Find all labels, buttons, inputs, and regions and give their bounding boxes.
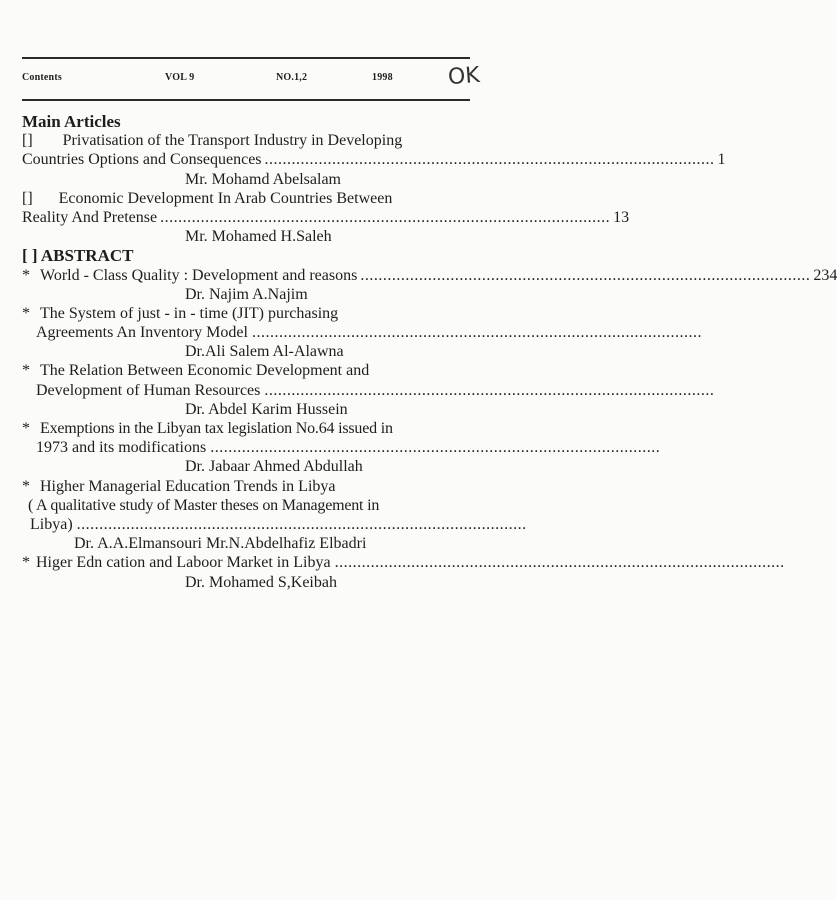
abstract-title-line: 1973 and its modifications [36,439,207,457]
list-item [22,208,630,227]
list-item [22,150,726,169]
abstract-title-line: The Relation Between Economic Development and [40,362,370,380]
section-heading-main-articles: Main Articles [22,112,121,131]
page-number: 13 [613,208,630,226]
header-bottom-rule [22,99,470,101]
abstract-author: Dr. Jabaar Ahmed Abdullah [185,458,363,476]
article-author: Mr. Mohamed H.Saleh [185,228,332,246]
item-marker: * [22,477,30,495]
article-title-line: Reality And Pretense [22,208,158,226]
dot-leader: .................................................................................................... [264,151,715,169]
list-item [22,438,661,457]
page-number: 1 [717,151,726,169]
abstract-author: Dr. Abdel Karim Hussein [185,400,348,418]
item-marker: * [22,554,30,572]
item-marker: * [22,420,30,437]
table-of-contents [22,112,837,592]
item-marker: * [22,266,30,284]
abstract-title-line: Libya) [30,515,73,533]
handwritten-ok-mark: OK [447,62,481,91]
dot-leader: .................................................................................................... [334,554,785,572]
abstract-title-line: Development of Human Resources [36,381,261,399]
abstract-author: Dr. Mohamed S,Keibah [185,573,337,591]
list-item [22,189,470,208]
list-item [22,496,470,515]
abstract-author: Dr. A.A.Elmansouri Mr.N.Abdelhafiz Elbadri [74,535,367,553]
list-item [22,553,785,572]
article-author: Mr. Mohamd Abelsalam [185,170,341,188]
article-title-line: Privatisation of the Transport Industry in Developing [62,132,403,150]
list-item [22,381,715,400]
abstract-title-line: Exemptions in the Libyan tax legislation No.64 issued in [40,420,393,437]
item-marker: [ ] [22,246,38,266]
header-year: 1998 [372,72,393,83]
abstract-title-line: Higer Edn cation and Laboor Market in Libya [36,554,331,572]
header-contents: Contents [22,72,62,83]
article-title-line: Economic Development In Arab Countries Between [58,189,393,207]
list-item [22,304,470,323]
abstract-heading-label: ABSTRACT [40,246,134,266]
article-title-line: Countries Options and Consequences [22,151,262,169]
list-item [22,361,470,380]
header-volume: VOL 9 [165,72,195,83]
list-item [22,515,527,534]
list-item [22,266,837,285]
page-number: 234 [813,266,837,284]
item-marker: [] [22,189,33,207]
abstract-title-line: Higher Managerial Education Trends in Libya [40,477,336,495]
abstract-title-line: World - Class Quality : Development and reasons [40,266,358,284]
header-top-rule [22,57,470,59]
dot-leader: .................................................................................................... [251,324,702,342]
list-item [22,323,702,342]
dot-leader: .................................................................................................... [360,266,811,284]
section-heading-abstract [22,246,470,265]
item-marker: * [22,362,30,380]
dot-leader: .................................................................................................... [160,208,611,226]
item-marker: * [22,304,30,322]
dot-leader: .................................................................................................... [264,381,715,399]
list-item [22,419,470,438]
abstract-title-line: The System of just - in - time (JIT) purchasing [40,304,339,322]
abstract-title-line: Agreements An Inventory Model [36,324,248,342]
list-item [22,477,470,496]
item-marker: [] [22,132,33,150]
abstract-author: Dr.Ali Salem Al-Alawna [185,343,344,361]
dot-leader: .................................................................................................... [76,515,527,533]
header-number: NO.1,2 [276,72,308,83]
abstract-title-line: ( A qualitative study of Master theses on Management in [28,496,380,514]
list-item [22,131,470,150]
dot-leader: .................................................................................................... [210,439,661,457]
abstract-author: Dr. Najim A.Najim [185,285,308,303]
